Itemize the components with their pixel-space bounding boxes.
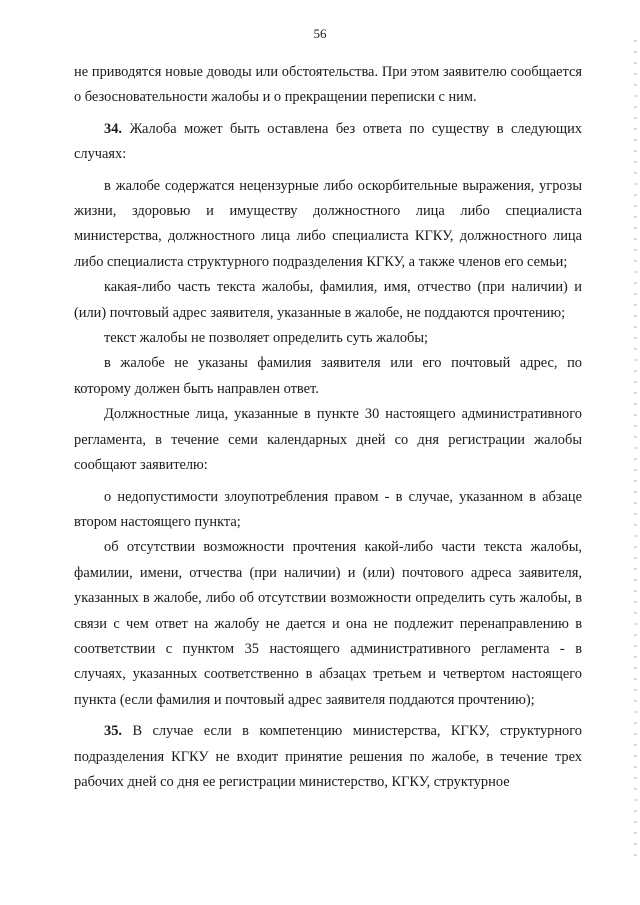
case-unreadable-text: какая-либо часть текста жалобы, фамилия, имя, отчество (при наличии) и (или) почтовый адрес заявителя, указанные в жалобе, не поддаются прочтению; (74, 279, 582, 321)
clause-35-number: 35. (104, 723, 122, 740)
notification-abuse-of-right: о недопустимости злоупотребления правом - в случае, указанном в абзаце втором настоящего пункта; (74, 488, 582, 530)
clause-35-text: В случае если в компетенцию министерства, КГКУ, структурного подразделения КГКУ не входит принятие решения по жалобе, в течение трех рабочих дней со дня ее регистрации министерство, КГКУ, структурное (74, 723, 582, 790)
clause-34-text: Жалоба может быть оставлена без ответа по существу в следующих случаях: (74, 120, 582, 163)
officials-notification: Должностные лица, указанные в пункте 30 настоящего административного регламента, в течение семи календарных дней со дня регистрации жалобы сообщают заявителю: (74, 406, 582, 474)
paragraph-continuation: не приводятся новые доводы или обстоятельства. При этом заявителю сообщается о безосновательности жалобы и о прекращении переписки с ним. (74, 64, 582, 106)
clause-34 (74, 117, 582, 168)
case-undefined-essence: текст жалобы не позволяет определить суть жалобы; (104, 330, 429, 347)
scan-edge-marks (634, 40, 637, 860)
clause-34-number: 34. (104, 120, 122, 137)
page-number: 56 (313, 26, 327, 41)
document-body (74, 60, 582, 795)
notification-unreadable: об отсутствии возможности прочтения какой-либо части текста жалобы, фамилии, имени, отчества (при наличии) и (или) почтового адреса заявителя, указанных в жалобе, либо об отсутствии возможности определить суть жалобы, в связи с чем ответ на жалобу не дается и она не подлежит перенаправлению в соответствии с пунктом 35 настоящего административного регламента - в случаях, указанных соответственно в абзацах третьем и четвертом настоящего пункта (если фамилия и почтовый адрес заявителя поддаются прочтению); (74, 539, 582, 708)
case-missing-surname: в жалобе не указаны фамилия заявителя или его почтовый адрес, по которому должен быть направлен ответ. (74, 355, 582, 397)
case-offensive-language: в жалобе содержатся нецензурные либо оскорбительные выражения, угрозы жизни, здоровью и имуществу должностного лица либо специалиста министерства, должностного лица либо специалиста КГКУ, должностного лица либо специалиста структурного подразделения КГКУ, а также членов его семьи; (74, 177, 582, 270)
clause-35 (74, 719, 582, 795)
